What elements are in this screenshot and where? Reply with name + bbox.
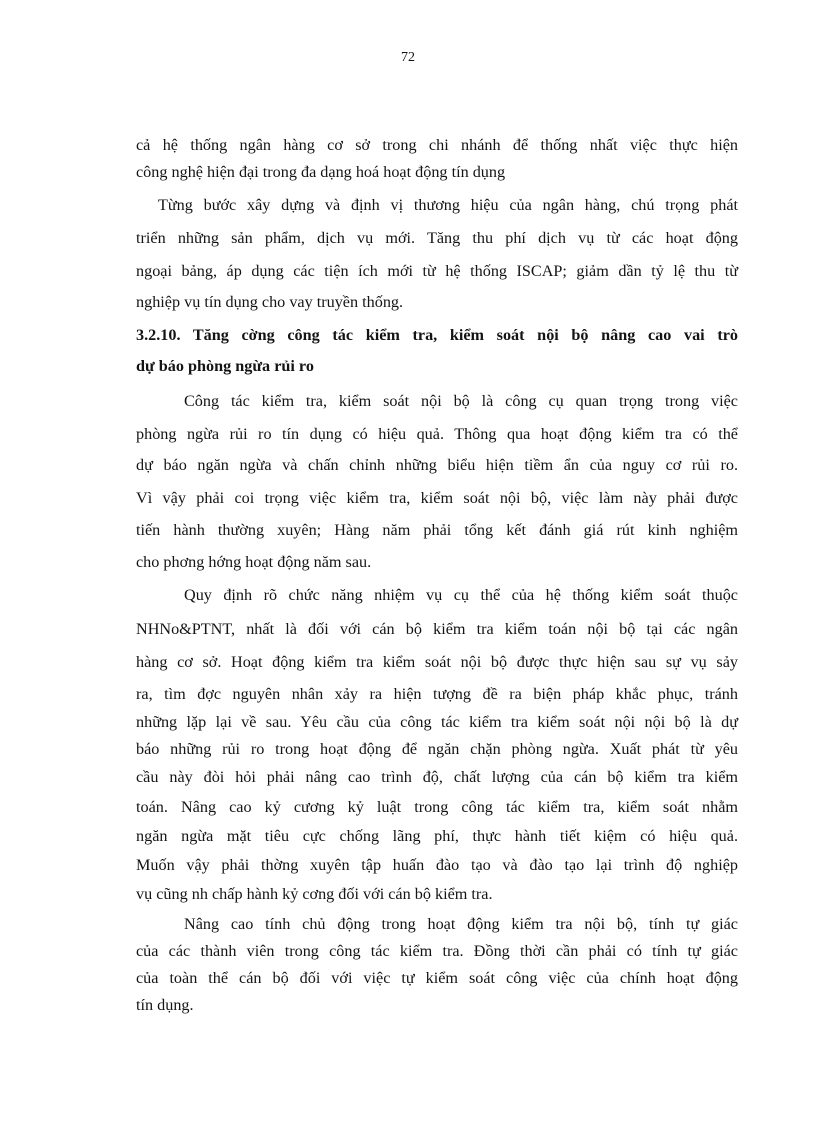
text-line: cầu này đòi hỏi phải nâng cao trình độ, chất lượng của cán bộ kiểm tra kiểm (136, 768, 738, 786)
text-line: Muốn vậy phải thờng xuyên tập huấn đào tạo và đào tạo lại trình độ nghiệp (136, 856, 738, 874)
text-line: Vì vậy phải coi trọng việc kiểm tra, kiểm soát nội bộ, việc làm này phải được (136, 489, 738, 507)
page-number: 72 (401, 50, 415, 65)
text-line: công nghệ hiện đại trong đa dạng hoá hoạt động tín dụng (136, 163, 506, 181)
text-line: những lặp lại về sau. Yêu cầu của công tác kiểm tra kiểm soát nội nội bộ là dự (136, 713, 738, 731)
text-line: của các thành viên trong công tác kiểm tra. Đồng thời cần phải có tính tự giác (136, 942, 738, 960)
text-line: Nâng cao tính chủ động trong hoạt động kiểm tra nội bộ, tính tự giác (184, 915, 738, 933)
text-line: nghiệp vụ tín dụng cho vay truyền thống. (136, 293, 404, 311)
text-line: tiến hành thường xuyên; Hàng năm phải tổng kết đánh giá rút kinh nghiệm (136, 521, 738, 539)
text-line: ra, tìm đợc nguyên nhân xảy ra hiện tượng đề ra biện pháp khắc phục, tránh (136, 685, 738, 703)
text-line: báo những rủi ro trong hoạt động để ngăn chặn phòng ngừa. Xuất phát từ yêu (136, 740, 738, 758)
text-line: vụ cũng nh chấp hành kỷ cơng đối với cán bộ kiểm tra. (136, 885, 493, 903)
text-line: Quy định rõ chức năng nhiệm vụ cụ thể của hệ thống kiểm soát thuộc (184, 586, 738, 604)
text-line: tín dụng. (136, 996, 194, 1014)
text-line: dự báo ngăn ngừa và chấn chỉnh những biểu hiện tiềm ẩn của nguy cơ rủi ro. (136, 456, 738, 474)
text-line: cho phơng hớng hoạt động năm sau. (136, 553, 372, 571)
text-line: Từng bước xây dựng và định vị thương hiệu của ngân hàng, chú trọng phát (158, 196, 738, 214)
text-line: hàng cơ sở. Hoạt động kiểm tra kiểm soát nội bộ được thực hiện sau sự vụ sảy (136, 653, 738, 671)
text-line: toán. Nâng cao kỷ cương kỷ luật trong công tác kiểm tra, kiểm soát nhằm (136, 798, 738, 816)
text-line: ngoại bảng, áp dụng các tiện ích mới từ hệ thống ISCAP; giảm dần tỷ lệ thu từ (136, 262, 738, 280)
text-line: của toàn thể cán bộ đối với việc tự kiểm soát công việc của chính hoạt động (136, 969, 738, 987)
text-line: ngăn ngừa mặt tiêu cực chống lãng phí, thực hành tiết kiệm có hiệu quả. (136, 827, 738, 845)
section-heading: 3.2.10. Tăng cờng công tác kiểm tra, kiểm soát nội bộ nâng cao vai trò (136, 326, 738, 344)
text-line: cả hệ thống ngân hàng cơ sở trong chi nhánh để thống nhất việc thực hiện (136, 136, 738, 154)
text-line: NHNo&PTNT, nhất là đối với cán bộ kiểm tra kiểm toán nội bộ tại các ngân (136, 620, 738, 638)
text-line: triển những sản phẩm, dịch vụ mới. Tăng thu phí dịch vụ từ các hoạt động (136, 229, 738, 247)
section-heading: dự báo phòng ngừa rủi ro (136, 357, 314, 375)
text-line: phòng ngừa rủi ro tín dụng có hiệu quả. Thông qua hoạt động kiểm tra có thể (136, 425, 738, 443)
text-line: Công tác kiểm tra, kiểm soát nội bộ là công cụ quan trọng trong việc (184, 392, 738, 410)
